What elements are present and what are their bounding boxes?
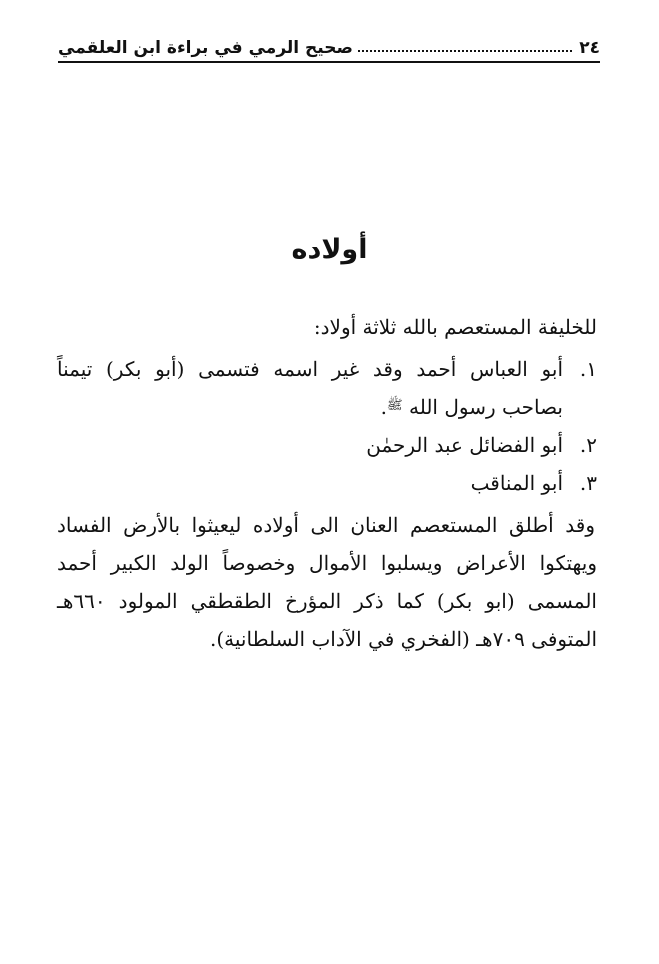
list-item-text: أبو المناقب (470, 471, 563, 495)
header-rule (58, 61, 600, 63)
list-item-number: ٢. (579, 433, 597, 457)
list-item-text-main: أبو العباس أحمد وقد غير اسمه فتسمى (أبو بكر) تيمناً بصاحب رسول الله (57, 357, 563, 419)
body-text (57, 308, 597, 658)
list-item (57, 464, 597, 502)
section-heading: أولاده (291, 234, 368, 265)
running-header (58, 30, 600, 58)
list-item (57, 350, 597, 426)
list-item-number: ٣. (579, 471, 597, 495)
intro-line: للخليفة المستعصم بالله ثلاثة أولاد: (313, 315, 597, 339)
closing-paragraph: وقد أطلق المستعصم العنان الى أولاده ليعيثوا بالأرض الفساد ويهتكوا الأعراض ويسلبوا الأموال وخصوصاً الولد الكبير أحمد المسمى (ابو بكر) كما ذكر المؤرخ الطقطقي المولود ٦٦٠هـ المتوفى ٧٠٩هـ (الفخري في الآداب السلطانية). (57, 513, 597, 651)
list-item-text-end: . (380, 395, 387, 419)
list-item-text (57, 350, 563, 426)
header-dot-leader (358, 49, 572, 52)
list-item (57, 426, 597, 464)
list-item-number: ١. (579, 357, 597, 381)
page-number: ٢٤ (579, 38, 600, 58)
book-title: صحيح الرمي في براءة ابن العلقمي (58, 38, 353, 58)
honorific-glyph: ﷺ (386, 397, 403, 413)
list-item-text: أبو الفضائل عبد الرحمٰن (366, 433, 563, 457)
children-list (57, 350, 597, 502)
